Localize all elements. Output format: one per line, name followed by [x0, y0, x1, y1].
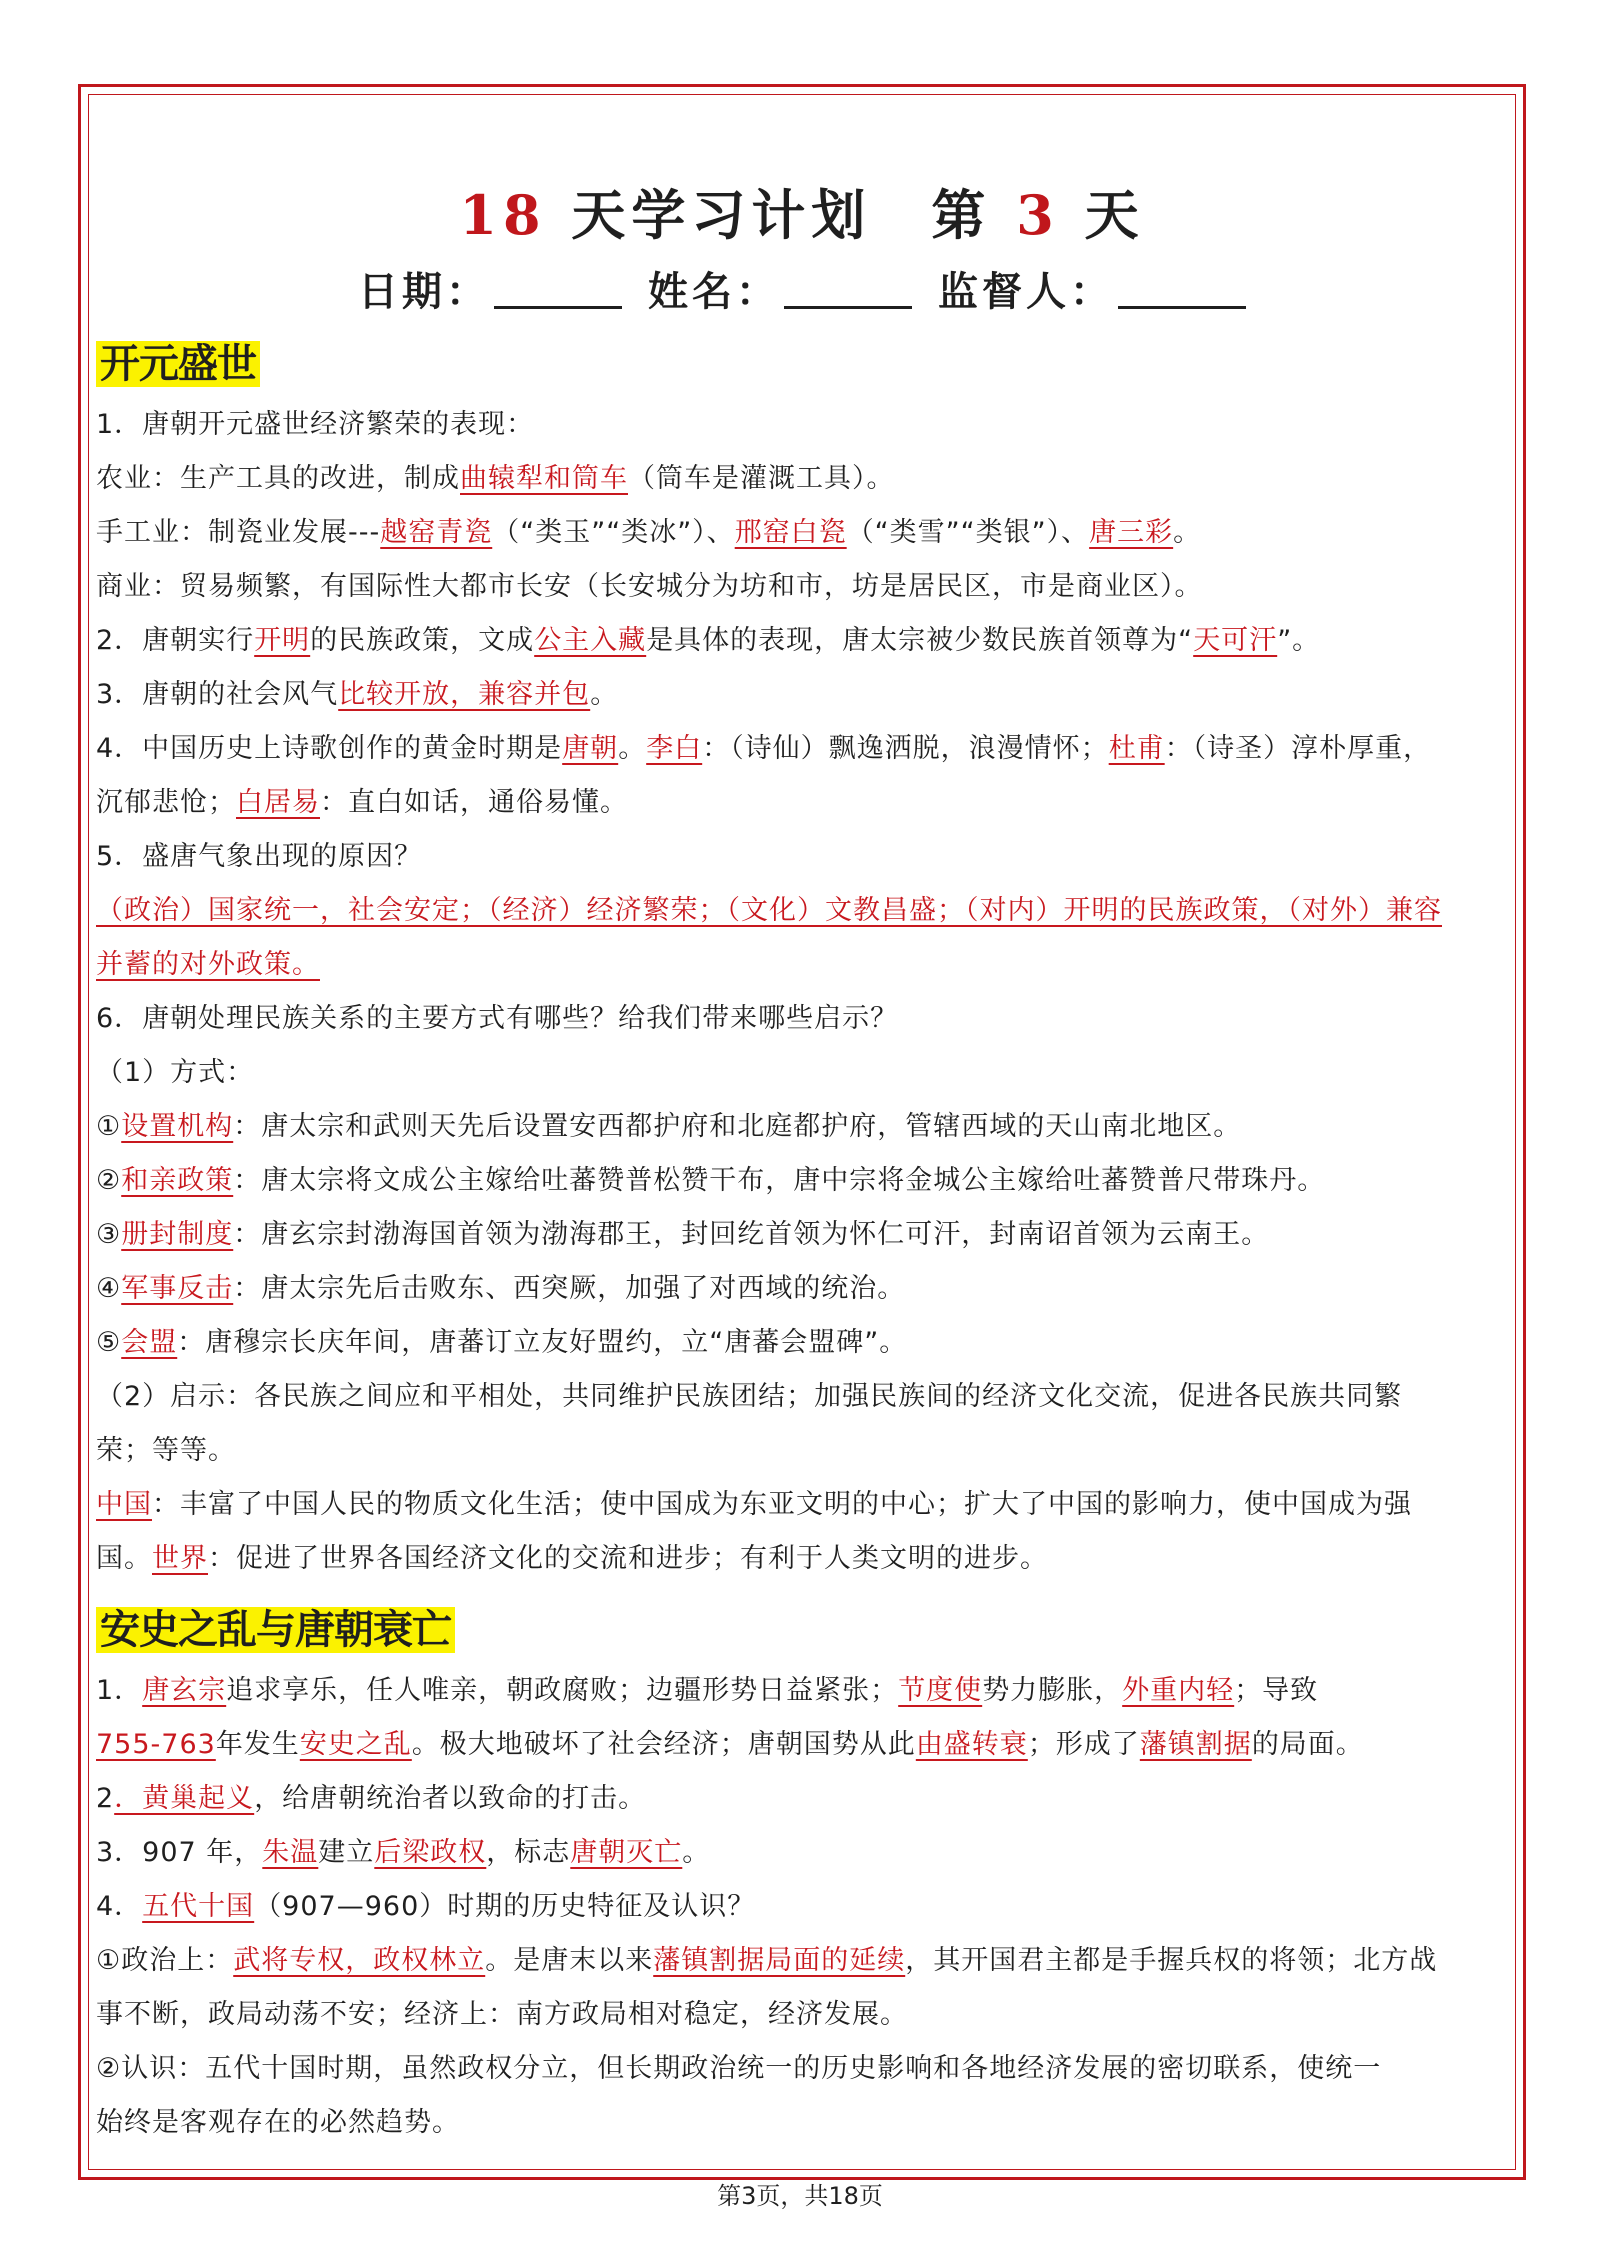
question-1: 1．唐朝开元盛世经济繁荣的表现： [96, 409, 535, 440]
item-4-politics-cont: 事不断，政局动荡不安；经济上：南方政局相对稳定，经济发展。 [96, 1999, 908, 2030]
page-title: 18 天学习计划 第 3 天 [459, 183, 1145, 247]
supervisor-label: 监督人： [938, 268, 1114, 315]
question-6-part2: （2）启示：各民族之间应和平相处，共同维护民族团结；加强民族间的经济文化交流，促进各民族共同繁 [96, 1381, 1403, 1412]
method-5: ⑤会盟：唐穆宗长庆年间，唐蕃订立友好盟约，立“唐蕃会盟碑”。 [96, 1327, 908, 1358]
item-3: 3．907 年，朱温建立后梁政权，标志唐朝灭亡。 [96, 1837, 711, 1868]
question-6-part1: （1）方式： [96, 1057, 255, 1088]
impact-china: 中国：丰富了中国人民的物质文化生活；使中国成为东亚文明的中心；扩大了中国的影响力，使中国成为强 [96, 1489, 1412, 1520]
question-4: 4．中国历史上诗歌创作的黄金时期是唐朝。李白：（诗仙）飘逸洒脱，浪漫情怀；杜甫：（诗圣）淳朴厚重， [96, 733, 1432, 764]
item-2: 2．黄巢起义，给唐朝统治者以致命的打击。 [96, 1783, 647, 1814]
method-1: ①设置机构：唐太宗和武则天先后设置安西都护府和北庭都护府，管辖西域的天山南北地区。 [96, 1111, 1242, 1142]
question-4-cont: 沉郁悲怆；白居易：直白如话，通俗易懂。 [96, 787, 628, 818]
header-fields [96, 264, 1508, 320]
date-blank[interactable] [494, 270, 622, 309]
page-number: 第3页，共18页 [717, 2182, 883, 2210]
name-blank[interactable] [784, 270, 912, 309]
item-4: 4．五代十国（907—960）时期的历史特征及认识？ [96, 1891, 756, 1922]
answer-agriculture: 农业：生产工具的改进，制成曲辕犁和筒车（筒车是灌溉工具）。 [96, 463, 895, 494]
answer-commerce: 商业：贸易频繁，有国际性大都市长安（长安城分为坊和市，坊是居民区，市是商业区）。 [96, 571, 1203, 602]
item-4-understanding-cont: 始终是客观存在的必然趋势。 [96, 2107, 460, 2138]
answer-5-line2: 并蓄的对外政策。 [96, 949, 320, 980]
question-2: 2．唐朝实行开明的民族政策，文成公主入藏是具体的表现，唐太宗被少数民族首领尊为“天可汗”。 [96, 625, 1321, 656]
section-heading-kaiyuan: 开元盛世 [96, 334, 1508, 394]
question-5: 5．盛唐气象出现的原因？ [96, 841, 423, 872]
method-4: ④军事反击：唐太宗先后击败东、西突厥，加强了对西域的统治。 [96, 1273, 906, 1304]
item-1-cont: 755-763年发生安史之乱。极大地破坏了社会经济；唐朝国势从此由盛转衰；形成了藩镇割据的局面。 [96, 1729, 1364, 1760]
item-1: 1．唐玄宗追求享乐，任人唯亲，朝政腐败；边疆形势日益紧张；节度使势力膨胀，外重内轻；导致 [96, 1675, 1319, 1706]
item-4-politics: ①政治上：武将专权，政权林立。是唐末以来藩镇割据局面的延续，其开国君主都是手握兵权的将领；北方战 [96, 1945, 1438, 1976]
supervisor-blank[interactable] [1118, 270, 1246, 309]
worksheet-content [96, 180, 1508, 2150]
answer-handicraft: 手工业：制瓷业发展---越窑青瓷（“类玉”“类冰”）、邢窑白瓷（“类雪”“类银”）、唐三彩。 [96, 517, 1202, 548]
section-heading-anshi: 安史之乱与唐朝衰亡 [96, 1600, 1508, 1660]
method-2: ②和亲政策：唐太宗将文成公主嫁给吐蕃赞普松赞干布，唐中宗将金城公主嫁给吐蕃赞普尺带珠丹。 [96, 1165, 1326, 1196]
question-3: 3．唐朝的社会风气比较开放，兼容并包。 [96, 679, 619, 710]
method-3: ③册封制度：唐玄宗封渤海国首领为渤海郡王，封回纥首领为怀仁可汗，封南诏首领为云南王。 [96, 1219, 1270, 1250]
item-4-understanding: ②认识：五代十国时期，虽然政权分立，但长期政治统一的历史影响和各地经济发展的密切联系，使统一 [96, 2053, 1382, 2084]
date-label: 日期： [358, 268, 490, 315]
impact-world: 国。世界：促进了世界各国经济文化的交流和进步；有利于人类文明的进步。 [96, 1543, 1048, 1574]
question-6: 6．唐朝处理民族关系的主要方式有哪些？给我们带来哪些启示？ [96, 1003, 899, 1034]
question-6-part2-cont: 荣；等等。 [96, 1435, 236, 1466]
name-label: 姓名： [648, 268, 780, 315]
answer-5-line1: （政治）国家统一，社会安定；（经济）经济繁荣；（文化）文教昌盛；（对内）开明的民族政策，（对外）兼容 [96, 895, 1442, 926]
